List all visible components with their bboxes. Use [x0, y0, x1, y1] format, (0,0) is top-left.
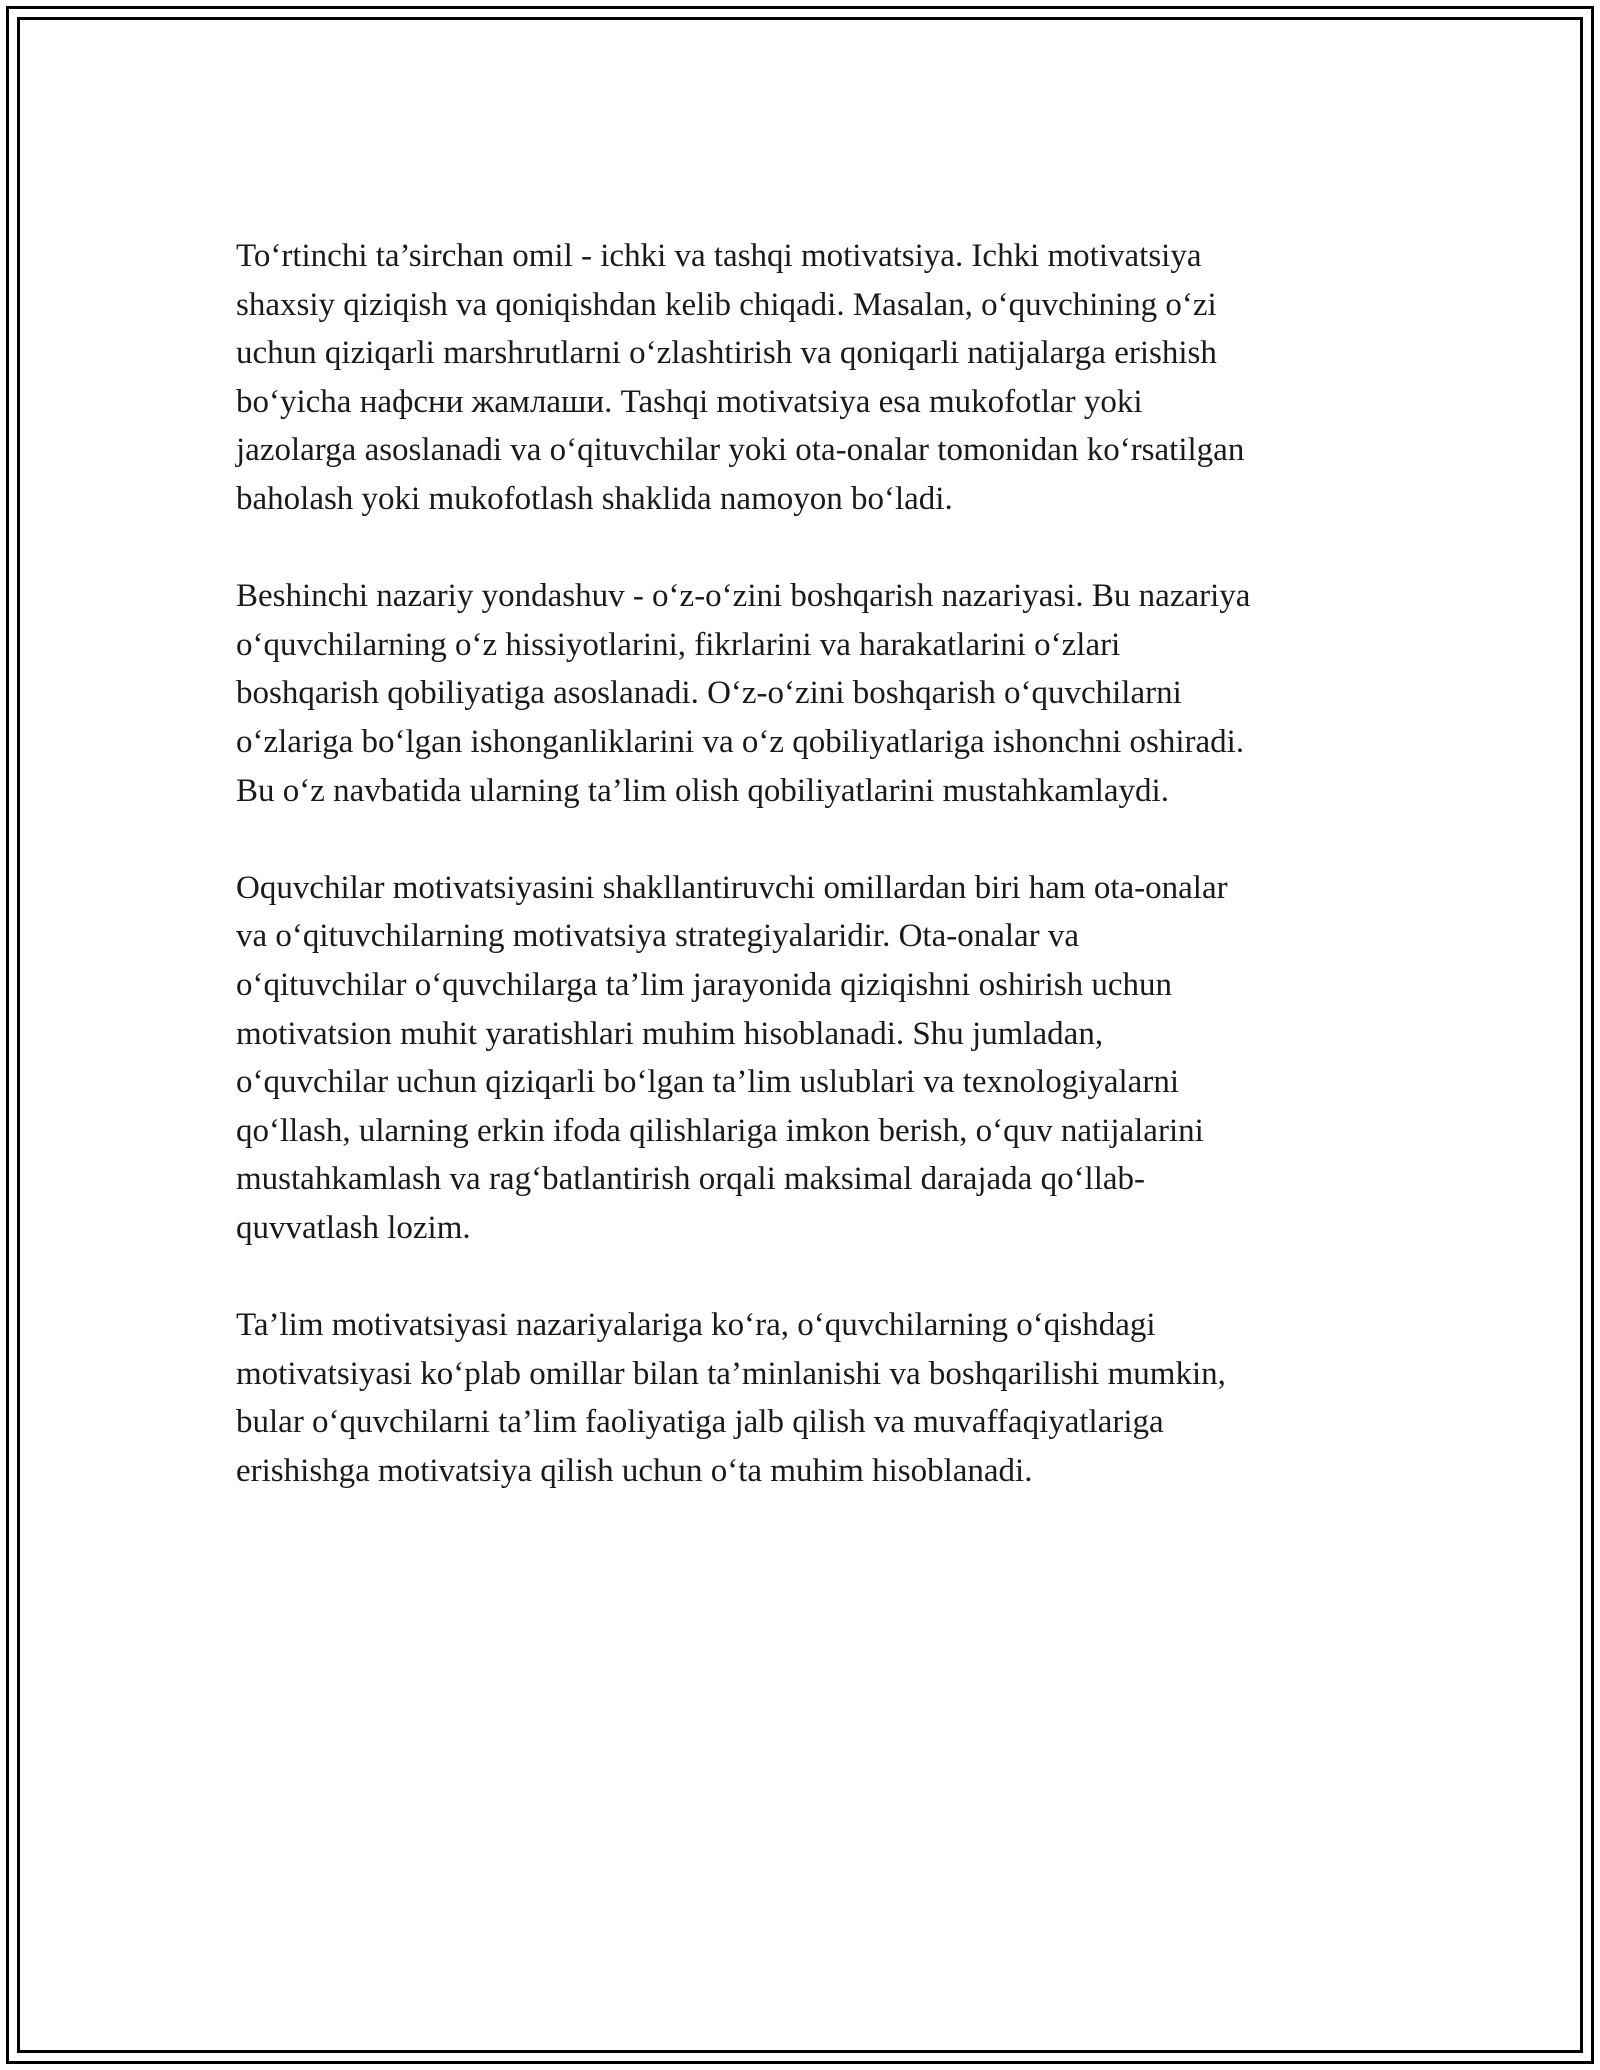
document-body	[236, 232, 1386, 1544]
paragraph-conclusion: Ta’lim motivatsiyasi nazariyalariga ko‘ra, o‘quvchilarning o‘qishdagi motivatsiyasi ko‘plab omillar bilan ta’minlanishi va boshqarilishi mumkin, bular o‘quvchilarni ta’lim faoliyatiga jalb qilish va muvaffaqiyatlariga erishishga motivatsiya qilish uchun o‘ta muhim hisoblanadi.	[236, 1307, 1226, 1489]
paragraph-parent-teacher-strategies: Oquvchilar motivatsiyasini shakllantiruvchi omillardan biri ham ota-onalar va o‘qituvchilarning motivatsiya strategiyalaridir. Ota-onalar va o‘qituvchilar o‘quvchilarga ta’lim jarayonida qiziqishni oshirish uchun motivatsion muhit yaratishlari muhim hisoblanadi. Shu jumladan, o‘quvchilar uchun qiziqarli bo‘lgan ta’lim uslublari va texnologiyalarni qo‘llash, ularning erkin ifoda qilishlariga imkon berish, o‘quv natijalarini mustahkamlash va rag‘batlantirish orqali maksimal darajada qo‘llab- quvvatlash lozim.	[236, 869, 1228, 1246]
paragraph-self-regulation-theory: Beshinchi nazariy yondashuv - o‘z-o‘zini boshqarish nazariyasi. Bu nazariya o‘quvchilarning o‘z hissiyotlarini, fikrlarini va harakatlarini o‘zlari boshqarish qobiliyatiga asoslanadi. O‘z-o‘zini boshqarish o‘quvchilarni o‘zlariga bo‘lgan ishonganliklarini va o‘z qobiliyatlariga ishonchni oshiradi. Bu o‘z navbatida ularning ta’lim olish qobiliyatlarini mustahkamlaydi.	[236, 578, 1251, 809]
paragraph-intrinsic-extrinsic-motivation: To‘rtinchi ta’sirchan omil - ichki va tashqi motivatsiya. Ichki motivatsiya shaxsiy qiziqish va qoniqishdan kelib chiqadi. Masalan, o‘quvchining o‘zi uchun qiziqarli marshrutlarni o‘zlashtirish va qoniqarli natijalarga erishish bo‘yicha нафсни жамлаши. Tashqi motivatsiya esa mukofotlar yoki jazolarga asoslanadi va o‘qituvchilar yoki ota-onalar tomonidan ko‘rsatilgan baholash yoki mukofotlash shaklida namoyon bo‘ladi.	[236, 238, 1245, 517]
